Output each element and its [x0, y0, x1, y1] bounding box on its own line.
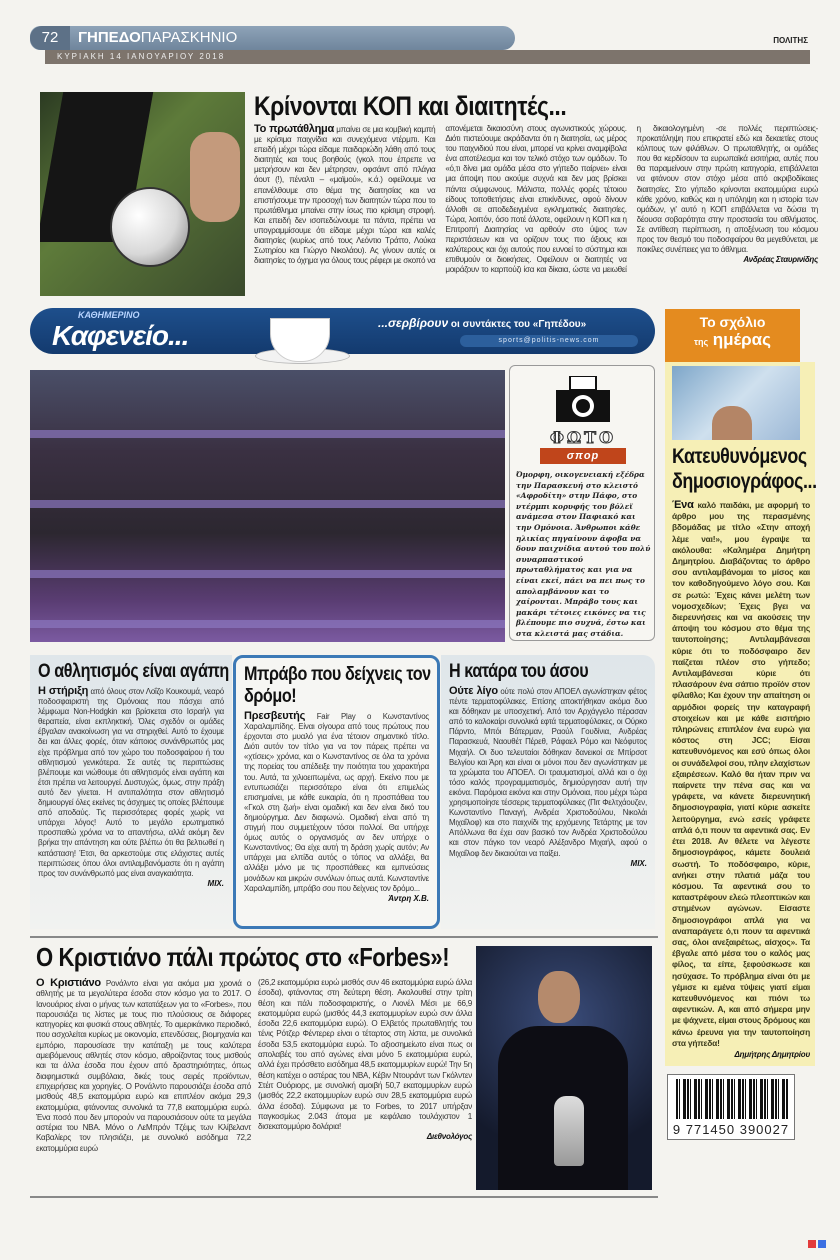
- forbes-author: Διεθνολόγος: [426, 1132, 472, 1142]
- color-mark: [818, 1240, 826, 1248]
- box-text: Fair Play ο Κωνσταντίνος Χαραλαμπίδης. Είναι σίγουρα από τους πρώτους που έρχονται στο μυαλό για ένα τέτοιον σημαντικό τίτλο. Διότι αυτόν τον τίτλο για να τον πάρεις πρέπει να «χτίσεις» χρόνια, και ο Κωνσταντίνος σε όλα τα χρόνια της πορείας του απέδειξε την ποιότητα του χαρακτήρα του. Αυτά, τα χιλιοειπωμένα, ως αρχή. Εκείνο που με εντυπωσιάζει περισσότερο είναι ότι επιμελώς επισημαίνει, με κάθε ευκαιρία, ότι η προσπάθεια του «Γκολ στη ζωή» είναι ομαδική και δεν είναι δικό του δημιούργημα. Δεν διαφωνώ. Ομαδική είναι από τη στιγμή που συμμετέχουν τόσοι πολλοί. Θα υπήρχε όμως αυτός ο οργανισμός αν δεν υπήρχε ο Κωνσταντίνος; Θα είχε αυτή τη δράση χωρίς αυτόν; Αν υπάρχει μια ελπίδα αυτός ο τόπος να αλλάξει, θα αλλάξει μόνο με τις προσπάθειες και εμπνεύσεις μονάδων και μικρών συνόλων όπως αυτά. Κωνσταντίνε Χαραλαμπίδη, μπράβο σου που δείχνεις τον δρόμο...: [244, 712, 429, 893]
- box-author: ΜΙΧ.: [630, 858, 647, 868]
- article-box-goalkeepers: [441, 655, 655, 929]
- photo-spot-subtitle: σποp: [540, 448, 626, 464]
- box-text: από όλους στον Λοΐζο Κουκουμά, νεαρό ποδοσφαιριστή της Ομόνοιας που πάσχει από λέμφωμα Non-Hodgkin και βρίσκεται στο Ισραήλ για θεραπεία, είναι εκπληκτική. Όλες σχεδόν οι ομάδες έβγαλαν ανακοίνωση για να στηριχθεί. Αυτό το έχουμε δει και άλλες φορές, όταν κάποιος συνάνθρωπός μας είχε πρόβλημα από τον χώρο του ποδοσφαίρου ή του αθλητισμού γενικότερα. Σε αυτές τις περιπτώσεις βλέπουμε και νιώθουμε ότι αθλητισμός είναι αγάπη και έτσι πρέπει να λειτουργεί. Δυστυχώς, όμως, στην πράξη αυτό δεν γίνεται. Η αντιπαλότητα στον αθλητισμό δημιουργεί όλες εκείνες τις άσχημες τις οποίες βλέπουμε από αποδαύς. Τις περισσότερες φορές χωρίς να υπάρχει λόγος! Αυτό το μεγάλο ερωτηματικό προσπαθώ χρόνια να το απαντήσω, αλλά ακόμη δεν βρήκα την απάντηση και ούτε βλέπω ότι θα βελτιωθεί η κατάσταση! Έτσι, θα αρκεστούμε στις ελάχιστες αυτές περιπτώσεις όπου όλοι αντιλαμβανόμαστε ότι η αγάπη προς τον συνάνθρωπό μας είναι αναγκαιότητα.: [38, 687, 224, 878]
- box-text: ούτε πολύ στον ΑΠΟΕΛ αγωνίστηκαν φέτος πέντε τερματοφύλακες. Επίσης αποκτήθηκαν ακόμα δυο και δόθηκαν με υποσχετική. Από τον Αρχάγγελο πέρασαν από το καλοκαίρι συνολικά εφτά τερματοφύλακες, οι Ούρκο Πάρντο, Μπόι Βάτερμαν, Ραούλ Γουδίνια, Ανδρέας Παρασκευά, Ναουθέτ Πέρεθ, Ράφαελ Ρόμο και Νεόφυτος Μιχαήλ. Οι δυο τελευταίοι δόθηκαν δανεικοί σε Μπίρσοτ Βελγίου και Άρη και είναι οι μόνοι που δεν αγωνίστηκαν με τα χρώματα του ΑΠΟΕΛ. Οι τραυματισμοί, αλλά και ο όχι τόσο καλός προγραμματισμός, δημιούργησαν αυτή την εικόνα. Παρόμοια εικόνα και στην Ομόνοια, που μέχρι τώρα χρησιμοποίησε τέσσερις τερματοφύλακες (Πιτ Φελτχάουζεν, Κωνσταντίνο Παναγή, Ανδρέα Χριστοδούλου, Νικολάι Μιχαΐλοφ) και στο παιχνίδι της ερχόμενης Τετάρτης με τον Απόλλωνα θα έχει σαν βασικό τον Ανδρέα Χριστοδούλου και στον πάγκο τον νεαρό Αλέξανδρο Μιχαήλ, αφού ο Μιχαΐλοφ δεν δικαιούται να παίξει.: [449, 687, 647, 858]
- section-title-rest: ΠΑΡΑΣΚΗΝΙΟ: [140, 29, 238, 46]
- box-headline: Μπράβο που δείχνεις τον δρόμο!: [244, 664, 431, 707]
- banknotes-image: [672, 366, 800, 440]
- forbes-col2-text: (26,2 εκατομμύρια ευρώ μισθός συν 46 εκατομμύρια ευρώ άλλα έσοδα), φτάνοντας στη δεύτερη θέση. Ακολουθεί στην τρίτη θέση και πάλι ποδοσφαιριστής, ο Λιονέλ Μέσι με 66,9 εκατομμύρια ευρώ (μισθός 44,3 εκατομμυρίων ευρώ συν άλλα έσοδα 22,6 εκατομμύρια ευρώ). Ο Ελβετός πρωταθλητής του τένις Ρότζερ Φέντερερ είναι ο τέταρτος στη λίστα, με συνολικά έσοδα 53,5 εκατομμύρια ευρώ. Το αξιοσημείωτο είναι πως οι απολαβές του από αγώνες είναι μόνο 5 εκατομμύρια ευρώ, αλλά έχει πρόσθετο εισόδημα 48,5 εκατομμυρίων ευρώ! Την 5η θέση κατέχει ο αστέρας του NBA, Κέβιν Ντουράντ των Γκόλντεν Στέιτ Ουόριορς, με συνολική αμοιβή 50,7 εκατομμυρίων ευρώ (μισθός 22,2 εκατομμυρίων ευρώ συν 28,5 εκατομμύρια ευρώ άλλα έσοδα). Σύμφωνα με το Forbes, το 2017 υπήρξαν παγκοσμίως 2.043 άτομα με κεφάλαιο τουλάχιστον 1 δισεκατομμύριο δολάρια!: [258, 978, 472, 1132]
- photo-spot-box: [509, 365, 655, 641]
- section-title-bold: ΓΗΠΕΔΟ: [78, 29, 141, 46]
- column-headline: Κατευθυνόμενος δημοσιογράφος...: [672, 445, 817, 493]
- column-body: [672, 500, 810, 1060]
- ronaldo-photo: [476, 946, 652, 1190]
- page-number: 72: [30, 26, 70, 50]
- box-lead: Η στήριξη: [38, 685, 89, 697]
- box-lead: Ούτε λίγο: [449, 685, 498, 697]
- badge-line1: Το σχόλιο: [699, 314, 766, 330]
- column-text: καλό παιδάκι, με αφορμή το άρθρο μου της περασμένης βδομάδας με τίτλο «Στην αποχή λέμε ναι!», μου έγραψε τα ακόλουθα: «Καλημέρα Δημήτρη Δημητρίου. Διαβάζοντας το άρθρο σου αντιλαμβάνομαι το μίσος και τον καθοδηγούμενο λόγο σου. Και σε ρωτώ: Έχεις κάνει μελέτη των νομοσχεδίων; Έχεις βγει να διερευνήσεις και να ακούσεις την άποψη του κόσμου στο θέμα της ταυτοποίησης; Αντιλαμβάνεσαι κύριε ότι το ποδόσφαιρο δεν παίζεται πλέον στο γήπεδο; Αντιλαμβάνεσαι κύριε ότι πλασάρουν ένα σάπιο προϊόν στον φίλαθλο; Και έχουν την απαίτηση οι αρμόδιοι φορείς την καταγραφή στοιχείων και με κάθε εισιτήριο πληρώνεις επιπλέον ένα ευρώ για κόστος στη JCC; Είσαι κατευθυνόμενος και εσύ όπως όλοι οι συνάδελφοί σου, πλην ελαχίστων εξαιρέσεων. Καλό θα ήταν πριν να παίρνετε την πένα σας και να γράφετε, να κάνετε διερευνητική δημοσιογραφία, γιατί κύριε ασκείτε λειτούργημα, ενώ εσείς γράφετε απλά ό,τι πουν τα αφεντικά σας. Εν έτει 2018. Αν θέλετε να λέγεστε δημοσιογράφος, κάμετε δουλειά σωστή. Το ποδόσφαιρο, κύριε, ανήκει στην πλατιά μάζα του κόσμου. Τα αφεντικά σου το καταστρέφουν ελεώ πλεοπτικών και στημένων αγώνων. Είσαστε δημοσιογράφοι απλά για να αναπαράγετε ό,τι πουν τα αφεντικά σας, όλοι ανεξαιρέτως, αίσχος». Τα έβγαλε από μέσα του ο καλός μας φίλος, τα είπε, ξεφούσκωσε και ησύχασε. Το πρόβλημα είναι ότι με γέμισε κι εμένα τύψεις γιατί είμαι κατευθυνόμενος και πιόνι τω αφεντικών. Α, και από σήμερα μην με ψάχνετε, είμαι στους δρόμους και κάνω έρευνα για την ταυτοποίηση στα γήπεδα!: [672, 500, 810, 1048]
- color-mark: [808, 1240, 816, 1248]
- top-article-headline: Κρίνονται ΚΟΠ και διαιτητές...: [254, 91, 567, 121]
- kafeneio-tagline-rest: οι συντάκτες του «Γηπέδου»: [448, 319, 587, 330]
- kafeneio-small: ΚΑΘΗΜΕΡΙΝΟ: [78, 310, 140, 320]
- kafeneio-title: Καφενείο...: [52, 320, 189, 351]
- top-article-body: [254, 124, 818, 275]
- kafeneio-tagline: [378, 316, 586, 332]
- kafeneio-tagline-italic: ...σερβίρουν: [378, 316, 449, 330]
- date-bar: ΚΥΡΙΑΚΗ 14 ΙΑΝΟΥΑΡΙΟΥ 2018: [45, 50, 810, 64]
- forbes-lead: Ο Κριστιάνο: [36, 977, 101, 989]
- comment-of-day-badge: [665, 309, 800, 362]
- kafeneio-email[interactable]: sports@politis-news.com: [460, 335, 638, 347]
- badge-line2: ημέρας: [712, 330, 771, 349]
- top-article-author: Ανδρέας Σταυρινίδης: [743, 255, 818, 265]
- article-box-fair-play: [233, 655, 440, 929]
- box-headline: Η κατάρα του άσου: [449, 661, 589, 682]
- camera-icon: [552, 376, 614, 424]
- barcode-number: 9 771450 390027: [672, 1122, 790, 1137]
- barcode: [667, 1074, 795, 1140]
- box-headline: Ο αθλητισμός είναι αγάπη: [38, 661, 229, 682]
- badge-small: της: [694, 337, 709, 347]
- forbes-col2: [258, 978, 472, 1143]
- article-box-athletics: [30, 655, 232, 929]
- referee-spray-photo: [40, 92, 245, 296]
- newspaper-name: ΠΟΛΙΤΗΣ: [773, 36, 808, 45]
- photo-spot-title: ΦΩΤΟ: [549, 428, 617, 447]
- box-author: Άντρη Χ.Β.: [388, 893, 429, 903]
- column-author: Δημήτρης Δημητρίου: [734, 1049, 810, 1059]
- forbes-headline: Ο Κριστιάνο πάλι πρώτος στο «Forbes»!: [36, 942, 450, 972]
- photo-caption: Όμορφη, οικογενειακή εξέδρα την Παρασκευή στο κλειστό «Αφροδίτη» στην Πάφο, στο ντέρμπι κορυφής του βόλεϊ ανάμεσα στον Παφιακό και την Ομόνοια. Άνθρωποι κάθε ηλικίας πηγαίνουν άφοβα να δουν παιχνίδια αυτού του πολύ συναρπαστικού πρωταθλήματος και για να είναι εκεί, πάει να πει πως το απολαμβάνουν και το χαίρονται. Μπράβο τους και μακάρι τέτοιες εικόνες να τις βλέπουμε πιο συχνά, έστω και στα κλειστά μας στάδια.: [516, 470, 651, 638]
- column-lead: Ένα: [672, 499, 694, 511]
- top-article-text: μπαίνει σε μια κομβική καμπή με κρίσιμα παιχνίδια και συνεχόμενα ντέρμπι. Και επειδή μέχρι τώρα είδαμε παιδαριώδη λάθη από τους διαιτητές και τους βοηθούς (γκολ που έπρεπε να μετρήσουν και δεν μέτρησαν, οφσάιντ από πλάγια άουτ (!), πέναλτι – «μαϊμού», κ.ά.) οφείλουμε να επανέλθουμε στο θέμα της διαιτησίας και να επιστήσουμε την προσοχή των διαιτητών τώρα που το πρωτάθλημα μπαίνει στην ίσως πιο κρίσιμη στροφή. Και επειδή δεν ισοπεδώνουμε τα πάντα, πρέπει να υπογραμμίσουμε ότι είδαμε μέχρι τώρα και καλές διαιτησίες (κυρίως από τους Λεόντιο Τράττο, Λούκα Σωτηρίου και Γιώργο Νικολάου). Ας γίνουν αυτές οι διαιτησίες το όχημα για όλους τους ρέφερι με σκοπό να απονέμεται δικαιοσύνη στους αγωνιστικούς χώρους. Διότι πιστεύουμε ακράδαντα ότι η διαιτησία, ως μέρος του παιχνιδιού που είναι, μπορεί να κρίνει αναμφίβολα ένα αποτέλεσμα και τον τελικό στόχο των ομάδων. Το «ό,τι δίνει μια ομάδα μέσα στο γήπεδο παίρνει» είναι μια άποψη που ακούμε συχνά και δεν μας βρίσκει πάντα σύμφωνους. Μάλιστα, πολλές φορές τέτοιου είδους τοποθετήσεις είναι επικίνδυνες, αφού δίνουν άλλοθι σε αποδεδειγμένα εγκληματικές διαιτησίες. Τώρα, λοιπόν, όσο ποτέ άλλοτε, οφείλουν η ΚΟΠ και η Επιτροπή Διαιτησίας να αρθούν στο ύψος των περιστάσεων και να ορίζουν τους πιο άξιους και καλύτερους και όχι αυτούς που ευνοεί το σύστημα και επιθυμούν οι διοικήσεις. Οφείλουν οι διαιτητές να μοιράζουν το καρπούζι ίσα και δίκαια, ώστε να μειωθεί η δικαιολογημένη -σε πολλές περιπτώσεις- προκατάληψη που επικρατεί εδώ και δεκαετίες στους κόλπους των φιλάθλων. Ο πρωταθλητής, οι ομάδες που θα κερδίσουν τα ευρωπαϊκά εισιτήρια, αυτές που θα παραμείνουν στην πρώτη κατηγορία, επιβάλλεται να φτάνουν στον στόχο μέσα από ακριβοδίκαιες διαιτησίες. Στο γήπεδο κρίνονται εκατομμύρια ευρώ κάθε χρόνο, καθώς και η υπόληψη και η ιστορία των ομάδων, γι' αυτό η ΚΟΠ επιβάλλεται να δώσει τη δέουσα σοβαρότητα στην προστασία του αθλήματος. Σε αντίθεση περίπτωση, η αποξένωση του κόσμου προς τον θεσμό του ποδοσφαίρου θα μεγεθύνεται, με ποικίλες συνέπειες για το άθλημα.: [254, 124, 818, 275]
- forbes-col1-text: Ρονάλντο είναι για ακόμα μια χρονιά ο αθλητής με τα μεγαλύτερα έσοδα στον κόσμο για το 2017. Ο Ιανουάριος είναι ο μήνας των κατατάξεων για το «Forbes», που παρουσιάζει τις λίστες με τους πιο πλούσιους σε διάφορες κατηγορίες και φυσικά στους αθλητές. Το αμερικάνικο περιοδικό, που ασχολείται κυρίως με οικονομία, επενδύσεις, βιομηχανία και εμπόριο, παρουσίασε την κατάταξη με τους καλύτερα αμειβόμενους αθλητές στον κόσμο, αθροίζοντας τους μισθούς και τα άλλα έσοδα που έχουν από δραστηριότητες, όπως διαφημιστικά συμβόλαια, δικές τους σειρές προϊόντων, επιχειρήσεις και χορηγίες. Ο Ρονάλντο παρουσιάζει έσοδα από μισθούς 48,5 εκατομμύρια ευρώ και επιπλέον ακόμα 29,3 εκατομμύρια, φτάνοντας συνολικά τα 77,8 εκατομμύρια ευρώ. Ένα ποσό που δεν μπορούν να παρουσιάσουν ούτε τα μεγάλα αστέρια του NBA. Μόνο ο ΛεΜπρόν Τζέιμς των Κλίβελαντ Καβαλίερς τον πλησιάζει, με συνολικό εισόδημα 72,2 εκατομμύρια ευρώ: [36, 979, 251, 1153]
- top-article-lead: Το πρωτάθλημα: [254, 123, 334, 135]
- forbes-col1: [36, 978, 251, 1154]
- box-lead: Πρεσβευτής: [244, 710, 306, 722]
- volleyball-crowd-photo: [30, 370, 505, 642]
- section-title: [78, 26, 237, 50]
- box-author: ΜΙΧ.: [207, 878, 224, 888]
